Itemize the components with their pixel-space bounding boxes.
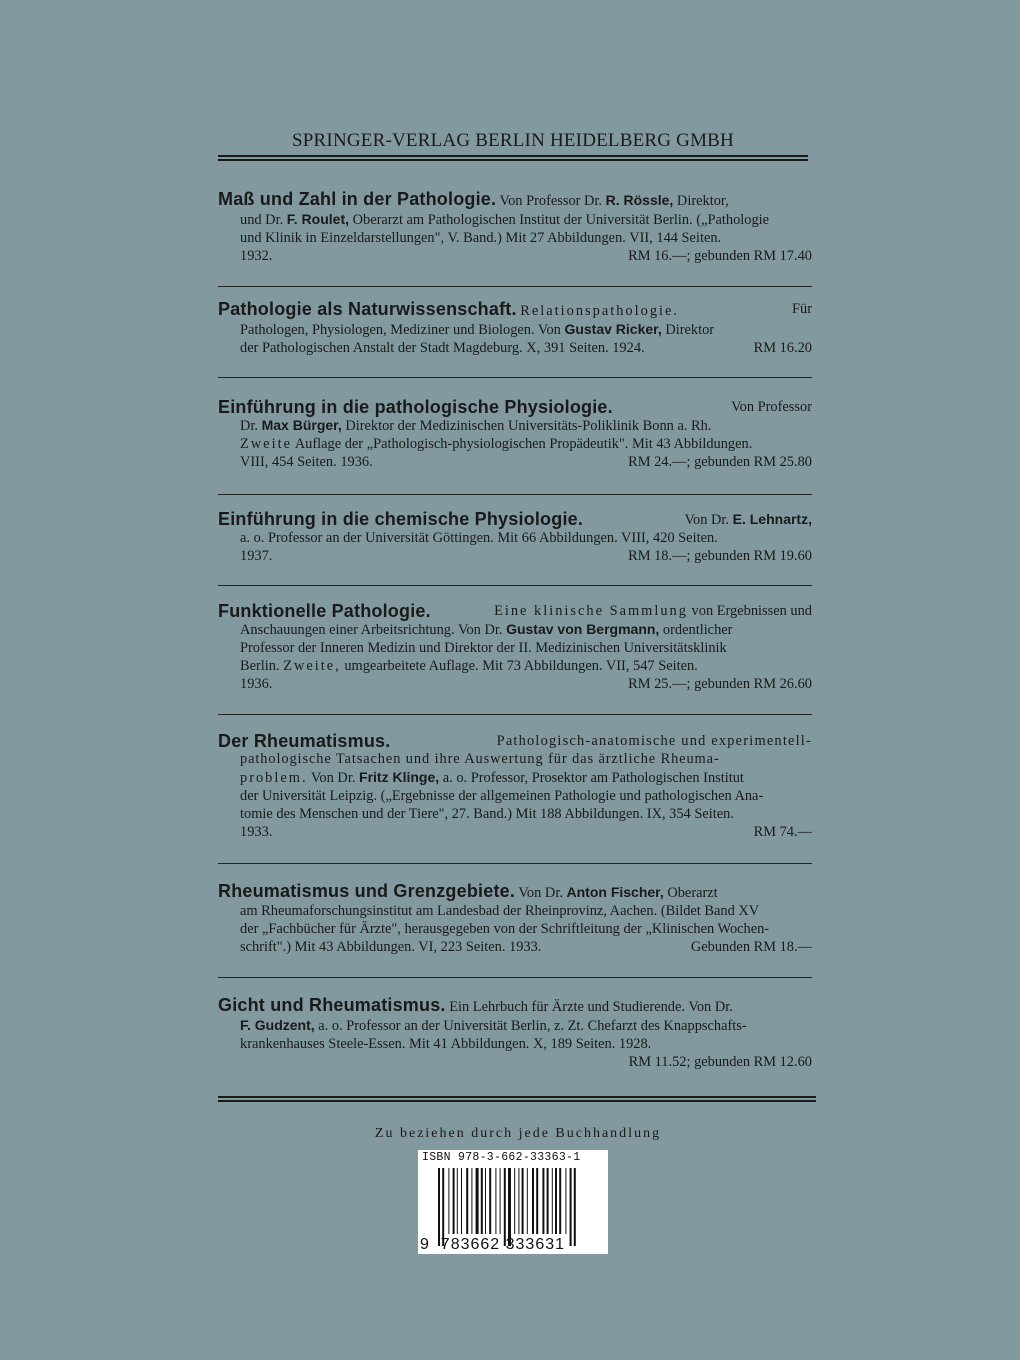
- footer-double-rule: [218, 1096, 816, 1102]
- price: RM 74.—: [753, 824, 812, 840]
- barcode-bar: [522, 1168, 524, 1234]
- barcode-bar: [438, 1168, 440, 1246]
- price: Gebunden RM 18.—: [690, 939, 812, 955]
- publisher-header: SPRINGER-VERLAG BERLIN HEIDELBERG GMBH: [292, 130, 734, 151]
- barcode-bar: [532, 1168, 534, 1234]
- book-title: Rheumatismus und Grenzgebiete.: [218, 881, 516, 901]
- price: RM 18.—; gebunden RM 19.60: [628, 548, 812, 564]
- author-name: Gustav von Bergmann,: [506, 621, 660, 637]
- barcode-bar: [495, 1168, 496, 1234]
- book-entry: Gicht und Rheumatismus. Ein Lehrbuch für Ärzte und Studierende. Von Dr. F. Gudzent, a. o. Professor an der Universität Berlin, z. Zt. Chefarzt des Knappschafts- krankenhauses Steele-Essen. Mit 41 Abbildungen. X, 189 Seiten. 1928. RM 11.52; gebunden RM 12.60: [218, 995, 812, 1070]
- author-name: F. Gudzent,: [240, 1017, 315, 1033]
- barcode-bar: [471, 1168, 472, 1234]
- book-title: Funktionelle Pathologie.: [218, 601, 431, 621]
- book-title: Einführung in die pathologische Physiologie.: [218, 397, 613, 417]
- barcode-bar: [527, 1168, 528, 1234]
- barcode-bar: [552, 1168, 553, 1234]
- book-entry: Rheumatismus und Grenzgebiete. Von Dr. Anton Fischer, Oberarzt am Rheumaforschungsinstitut am Landesbad der Rheinprovinz, Aachen. (Bildet Band XV der „Fachbücher für Ärzte", herausgegeben von der Schriftleitung der „Klinischen Wochen- schrift".) Mit 43 Abbildungen. VI, 223 Seiten. 1933. Gebunden RM 18.—: [218, 881, 812, 955]
- isbn-label: ISBN 978-3-662-33363-1: [422, 1151, 581, 1164]
- price: RM 11.52; gebunden RM 12.60: [628, 1054, 812, 1070]
- isbn-barcode: [418, 1150, 608, 1254]
- barcode-bar: [442, 1168, 444, 1246]
- barcode-bar: [476, 1168, 479, 1234]
- barcode-bar: [514, 1168, 515, 1234]
- author-name: E. Lehnartz,: [732, 511, 812, 527]
- barcode-bar: [457, 1168, 458, 1234]
- price: RM 25.—; gebunden RM 26.60: [628, 676, 812, 692]
- book-title: Der Rheumatismus.: [218, 731, 391, 751]
- barcode-bar: [461, 1168, 462, 1234]
- author-name: F. Roulet,: [286, 211, 350, 227]
- barcode-bar: [448, 1168, 449, 1234]
- barcode-bar: [481, 1168, 483, 1234]
- separator-rule: [218, 377, 812, 378]
- separator-rule: [218, 863, 812, 864]
- separator-rule: [218, 286, 812, 287]
- barcode-bar: [500, 1168, 501, 1234]
- book-entry: Der Rheumatismus. Pathologisch-anatomische und experimentell- pathologische Tatsachen und ihre Auswertung für das ärztliche Rheuma- problem. Von Dr. Fritz Klinge, a. o. Professor, Prosektor am Pathologischen Institut der Universität Leipzig. („Ergebnisse der allgemeinen Pathologie und pathologischen Ana- tomie des Menschen und der Tiere", 27. Band.) Mit 188 Abbildungen. IX, 354 Seiten. 1933. RM 74.—: [218, 731, 812, 840]
- barcode-bar: [574, 1168, 576, 1246]
- price: RM 16.20: [753, 340, 812, 356]
- barcode-bar: [565, 1168, 566, 1234]
- price: RM 16.—; gebunden RM 17.40: [628, 248, 812, 264]
- book-title: Gicht und Rheumatismus.: [218, 995, 446, 1015]
- barcode-bar: [542, 1168, 544, 1234]
- book-entry: Pathologie als Naturwissenschaft. Relationspathologie. Für Pathologen, Physiologen, Mediziner und Biologen. Von Gustav Ricker, Direktor der Pathologischen Anstalt der Stadt Magdeburg. X, 391 Seiten. 1924. RM 16.20: [218, 299, 812, 356]
- book-title: Maß und Zahl in der Pathologie.: [218, 189, 497, 209]
- barcode-bar: [453, 1168, 455, 1234]
- barcode-bar: [504, 1168, 506, 1246]
- barcode-bar: [466, 1168, 468, 1234]
- book-entry: Einführung in die pathologische Physiologie. Von Professor Dr. Max Bürger, Direktor der Medizinischen Universitäts-Poliklinik Bonn a. Rh. Zweite Auflage der „Pathologisch-physiologischen Propädeutik". Mit 43 Abbildungen. VIII, 454 Seiten. 1936. RM 24.—; gebunden RM 25.80: [218, 397, 812, 470]
- header-double-rule: [218, 155, 808, 161]
- author-name: R. Rössle,: [605, 192, 674, 208]
- barcode-bar: [485, 1168, 486, 1234]
- ean-number: 9 783662 333631: [420, 1236, 566, 1253]
- barcode-bar: [508, 1168, 511, 1246]
- book-title: Einführung in die chemische Physiologie.: [218, 509, 584, 529]
- separator-rule: [218, 977, 812, 978]
- author-name: Anton Fischer,: [566, 884, 664, 900]
- price: RM 24.—; gebunden RM 25.80: [628, 454, 812, 470]
- separator-rule: [218, 585, 812, 586]
- barcode-bar: [489, 1168, 491, 1234]
- barcode-bar: [559, 1168, 561, 1234]
- separator-rule: [218, 714, 812, 715]
- barcode-bar: [555, 1168, 557, 1234]
- book-entry: Einführung in die chemische Physiologie. Von Dr. E. Lehnartz, a. o. Professor an der Universität Göttingen. Mit 66 Abbildungen. VIII, 420 Seiten. 1937. RM 18.—; gebunden RM 19.60: [218, 509, 812, 564]
- barcode-bar: [547, 1168, 549, 1234]
- book-entry: Maß und Zahl in der Pathologie. Von Professor Dr. R. Rössle, Direktor, und Dr. F. Roulet, Oberarzt am Pathologischen Institut der Universität Berlin. („Pathologie und Klinik in Einzeldarstellungen", V. Band.) Mit 27 Abbildungen. VII, 144 Seiten. 1932. RM 16.—; gebunden RM 17.40: [218, 189, 812, 264]
- barcode-bar: [570, 1168, 572, 1246]
- author-name: Gustav Ricker,: [564, 321, 662, 337]
- author-name: Fritz Klinge,: [359, 769, 440, 785]
- author-name: Max Bürger,: [261, 417, 342, 433]
- book-entry: Funktionelle Pathologie. Eine klinische Sammlung von Ergebnissen und Anschauungen einer Arbeitsrichtung. Von Dr. Gustav von Bergmann, ordentlicher Professor der Inneren Medizin und Direktor der II. Medizinischen Universitätsklinik Berlin. Zweite, umgearbeitete Auflage. Mit 73 Abbildungen. VII, 547 Seiten. 1936. RM 25.—; gebunden RM 26.60: [218, 601, 812, 692]
- footer-note: Zu beziehen durch jede Buchhandlung: [374, 1126, 662, 1141]
- book-title: Pathologie als Naturwissenschaft.: [218, 299, 517, 319]
- separator-rule: [218, 494, 812, 495]
- barcode-bar: [518, 1168, 519, 1234]
- barcode-bar: [536, 1168, 538, 1234]
